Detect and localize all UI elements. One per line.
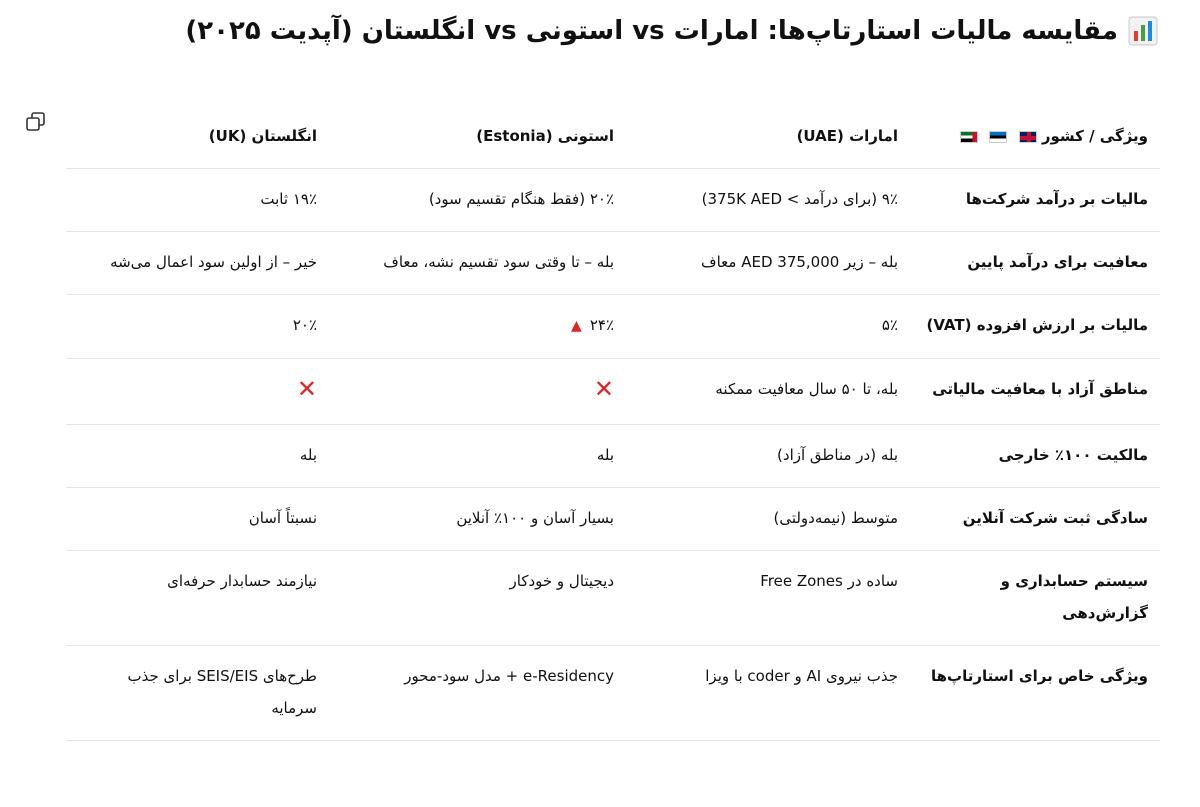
page-title-row: [185, 16, 1158, 46]
cell-estonia: e-Residency + مدل سود-محور: [329, 646, 626, 741]
row-feature: مالیات بر ارزش افزوده (VAT): [910, 295, 1160, 359]
cross-icon: ✕: [593, 375, 614, 403]
comparison-table: [66, 104, 1160, 741]
uk-flag-icon: [1019, 131, 1037, 143]
table-row: [66, 488, 1160, 551]
row-feature: ویژگی خاص برای استارتاپ‌ها: [910, 646, 1160, 741]
cell-uae: بله (در مناطق آزاد): [626, 425, 910, 488]
cell-estonia: دیجیتال و خودکار: [329, 551, 626, 646]
cell-uae: بله، تا ۵۰ سال معافیت ممکنه: [626, 359, 910, 425]
cell-estonia: ۲۴٪▲: [329, 295, 626, 359]
header-estonia: استونی (Estonia): [329, 104, 626, 169]
cell-uk: ۱۹٪ ثابت: [66, 169, 329, 232]
cell-uae: ۵٪: [626, 295, 910, 359]
cell-uk: خیر – از اولین سود اعمال می‌شه: [66, 232, 329, 295]
header-uk: انگلستان (UK): [66, 104, 329, 169]
cell-uk: ۲۰٪: [66, 295, 329, 359]
table-row: [66, 425, 1160, 488]
cell-uk: [66, 359, 329, 425]
up-triangle-icon: ▲: [571, 318, 582, 334]
page-title: مقایسه مالیات استارتاپ‌ها: امارات vs استونی vs انگلستان (آپدیت ۲۰۲۵): [185, 16, 1118, 46]
table-header-row: [66, 104, 1160, 169]
cell-uk: نسبتاً آسان: [66, 488, 329, 551]
row-feature: مالیات بر درآمد شرکت‌ها: [910, 169, 1160, 232]
cell-estonia: بسیار آسان و ۱۰۰٪ آنلاین: [329, 488, 626, 551]
bar-chart-icon: [1128, 16, 1158, 46]
cell-uae: جذب نیروی AI و coder با ویزا: [626, 646, 910, 741]
row-feature: معافیت برای درآمد پایین: [910, 232, 1160, 295]
row-feature: مالکیت ۱۰۰٪ خارجی: [910, 425, 1160, 488]
row-feature: مناطق آزاد با معافیت مالیاتی: [910, 359, 1160, 425]
header-feature: ویژگی / کشور: [910, 104, 1160, 169]
comparison-table-wrapper: [66, 104, 1160, 741]
table-row: [66, 646, 1160, 741]
table-row: [66, 169, 1160, 232]
copy-button[interactable]: [24, 110, 48, 134]
cell-uae: ساده در Free Zones: [626, 551, 910, 646]
cell-uk: نیازمند حسابدار حرفه‌ای: [66, 551, 329, 646]
cell-estonia: بله – تا وقتی سود تقسیم نشه، معاف: [329, 232, 626, 295]
table-row: [66, 295, 1160, 359]
table-row: [66, 551, 1160, 646]
cell-uae: متوسط (نیمه‌دولتی): [626, 488, 910, 551]
cell-uk: طرح‌های SEIS/EIS برای جذب سرمایه: [66, 646, 329, 741]
row-feature: سادگی ثبت شرکت آنلاین: [910, 488, 1160, 551]
table-row: [66, 359, 1160, 425]
cell-estonia: بله: [329, 425, 626, 488]
estonia-flag-icon: [989, 131, 1007, 143]
cell-estonia: [329, 359, 626, 425]
row-feature: سیستم حسابداری و گزارش‌دهی: [910, 551, 1160, 646]
copy-icon: [24, 110, 48, 134]
header-uae: امارات (UAE): [626, 104, 910, 169]
cell-uk: بله: [66, 425, 329, 488]
uae-flag-icon: [960, 131, 978, 143]
cell-uae: بله – زیر AED 375,000 معاف: [626, 232, 910, 295]
cross-icon: ✕: [296, 375, 317, 403]
cell-estonia: ۲۰٪ (فقط هنگام تقسیم سود): [329, 169, 626, 232]
cell-uae: ۹٪ (برای درآمد > 375K AED): [626, 169, 910, 232]
table-row: [66, 232, 1160, 295]
